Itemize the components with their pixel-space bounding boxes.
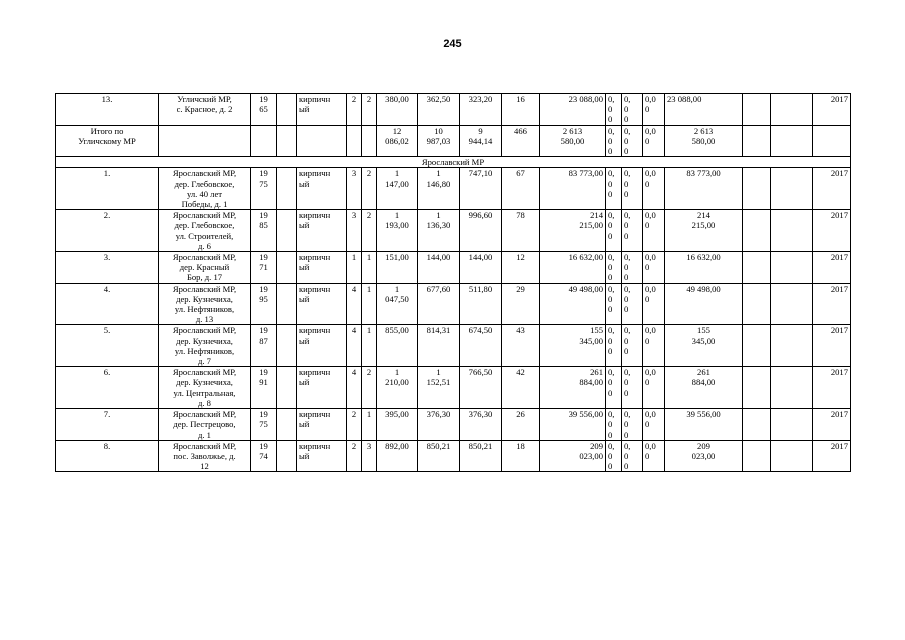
- entrances-cell: 1: [362, 325, 377, 367]
- empty-cell: [771, 440, 813, 472]
- empty-cell: [771, 168, 813, 210]
- empty-cell: [743, 325, 771, 367]
- table-row: [56, 440, 851, 472]
- year-built-cell: 19 74: [251, 440, 277, 472]
- wall-material-cell: кирпичн ый: [297, 94, 347, 126]
- residents-cell: 466: [502, 125, 540, 157]
- year-built-cell: 19 91: [251, 367, 277, 409]
- private-area-cell: 766,50: [460, 367, 502, 409]
- total-area-cell: 855,00: [377, 325, 418, 367]
- residents-cell: 78: [502, 210, 540, 252]
- entrances-cell: 2: [362, 168, 377, 210]
- empty-cell: [771, 210, 813, 252]
- entrances-cell: 2: [362, 210, 377, 252]
- table-body: [56, 94, 851, 472]
- private-area-cell: 323,20: [460, 94, 502, 126]
- row-number: 4.: [56, 283, 159, 325]
- residents-cell: 42: [502, 367, 540, 409]
- value-cell-2: 0, 0 0: [622, 283, 643, 325]
- empty-cell: [251, 125, 277, 157]
- year-built-cell: 19 95: [251, 283, 277, 325]
- row-number: 5.: [56, 325, 159, 367]
- address-cell: Ярославский МР, дер. Кузнечиха, ул. Нефтяников, д. 13: [159, 283, 251, 325]
- wall-material-cell: кирпичн ый: [297, 325, 347, 367]
- address-cell: Угличский МР, с. Красное, д. 2: [159, 94, 251, 126]
- value-cell-3: 0,0 0: [643, 252, 665, 284]
- wall-material-cell: кирпичн ый: [297, 440, 347, 472]
- value-cell-3: 0,0 0: [643, 94, 665, 126]
- year-built-cell: 19 75: [251, 409, 277, 441]
- living-area-cell: 376,30: [418, 409, 460, 441]
- floors-cell: 2: [347, 409, 362, 441]
- cost-owners-cell: 261 884,00: [665, 367, 743, 409]
- floors-cell: 4: [347, 283, 362, 325]
- address-cell: Ярославский МР, пос. Заволжье, д. 12: [159, 440, 251, 472]
- private-area-cell: 996,60: [460, 210, 502, 252]
- empty-cell: [277, 409, 297, 441]
- wall-material-cell: кирпичн ый: [297, 367, 347, 409]
- table-row: [56, 409, 851, 441]
- completion-year-cell: 2017: [813, 168, 851, 210]
- year-built-cell: 19 87: [251, 325, 277, 367]
- private-area-cell: 376,30: [460, 409, 502, 441]
- completion-year-cell: 2017: [813, 94, 851, 126]
- value-cell-2: 0, 0 0: [622, 168, 643, 210]
- cost-owners-cell: 16 632,00: [665, 252, 743, 284]
- empty-cell: [362, 125, 377, 157]
- empty-cell: [743, 367, 771, 409]
- floors-cell: 3: [347, 168, 362, 210]
- value-cell-3: 0,0 0: [643, 409, 665, 441]
- total-area-cell: 1 047,50: [377, 283, 418, 325]
- row-number: 6.: [56, 367, 159, 409]
- value-cell-1: 0, 0 0: [606, 325, 622, 367]
- value-cell-1: 0, 0 0: [606, 168, 622, 210]
- cost-owners-cell: 2 613 580,00: [665, 125, 743, 157]
- table-row: [56, 168, 851, 210]
- section-title: Ярославский МР: [56, 157, 851, 168]
- value-cell-3: 0,0 0: [643, 440, 665, 472]
- wall-material-cell: кирпичн ый: [297, 168, 347, 210]
- section-header-row: [56, 157, 851, 168]
- private-area-cell: 511,80: [460, 283, 502, 325]
- floors-cell: 4: [347, 325, 362, 367]
- private-area-cell: 674,50: [460, 325, 502, 367]
- living-area-cell: 677,60: [418, 283, 460, 325]
- total-label: Итого по Угличскому МР: [56, 125, 159, 157]
- living-area-cell: 850,21: [418, 440, 460, 472]
- value-cell-2: 0, 0 0: [622, 409, 643, 441]
- floors-cell: 3: [347, 210, 362, 252]
- value-cell-3: 0,0 0: [643, 210, 665, 252]
- value-cell-3: 0,0 0: [643, 325, 665, 367]
- living-area-cell: 1 146,80: [418, 168, 460, 210]
- cost-total-cell: 2 613 580,00: [540, 125, 606, 157]
- address-cell: Ярославский МР, дер. Красный Бор, д. 17: [159, 252, 251, 284]
- row-number: 1.: [56, 168, 159, 210]
- cost-total-cell: 39 556,00: [540, 409, 606, 441]
- row-number: 2.: [56, 210, 159, 252]
- value-cell-1: 0, 0 0: [606, 94, 622, 126]
- year-built-cell: 19 75: [251, 168, 277, 210]
- entrances-cell: 1: [362, 283, 377, 325]
- empty-cell: [743, 210, 771, 252]
- table-row: [56, 367, 851, 409]
- address-cell: Ярославский МР, дер. Пестрецово, д. 1: [159, 409, 251, 441]
- empty-cell: [277, 440, 297, 472]
- value-cell-2: 0, 0 0: [622, 210, 643, 252]
- empty-cell: [771, 283, 813, 325]
- empty-cell: [771, 367, 813, 409]
- empty-cell: [277, 325, 297, 367]
- year-built-cell: 19 65: [251, 94, 277, 126]
- total-area-cell: 1 147,00: [377, 168, 418, 210]
- empty-cell: [277, 367, 297, 409]
- total-area-cell: 12 086,02: [377, 125, 418, 157]
- cost-total-cell: 214 215,00: [540, 210, 606, 252]
- row-number: 8.: [56, 440, 159, 472]
- wall-material-cell: кирпичн ый: [297, 409, 347, 441]
- living-area-cell: 1 136,30: [418, 210, 460, 252]
- table-row: [56, 252, 851, 284]
- total-row: [56, 125, 851, 157]
- residents-cell: 16: [502, 94, 540, 126]
- address-cell: Ярославский МР, дер. Глебовское, ул. 40 лет Победы, д. 1: [159, 168, 251, 210]
- completion-year-cell: 2017: [813, 210, 851, 252]
- empty-cell: [297, 125, 347, 157]
- private-area-cell: 747,10: [460, 168, 502, 210]
- empty-cell: [277, 94, 297, 126]
- year-built-cell: 19 71: [251, 252, 277, 284]
- completion-year-cell: 2017: [813, 367, 851, 409]
- empty-cell: [743, 283, 771, 325]
- completion-year-cell: 2017: [813, 252, 851, 284]
- value-cell-1: 0, 0 0: [606, 367, 622, 409]
- empty-cell: [771, 252, 813, 284]
- cost-total-cell: 23 088,00: [540, 94, 606, 126]
- empty-cell: [743, 440, 771, 472]
- value-cell-3: 0,0 0: [643, 367, 665, 409]
- residents-cell: 43: [502, 325, 540, 367]
- cost-owners-cell: 49 498,00: [665, 283, 743, 325]
- living-area-cell: 10 987,03: [418, 125, 460, 157]
- page-number: 245: [443, 38, 462, 50]
- address-cell: Ярославский МР, дер. Глебовское, ул. Строителей, д. 6: [159, 210, 251, 252]
- cost-owners-cell: 23 088,00: [665, 94, 743, 126]
- empty-cell: [771, 94, 813, 126]
- total-area-cell: 1 210,00: [377, 367, 418, 409]
- total-area-cell: 395,00: [377, 409, 418, 441]
- value-cell-1: 0, 0 0: [606, 283, 622, 325]
- empty-cell: [347, 125, 362, 157]
- cost-total-cell: 209 023,00: [540, 440, 606, 472]
- total-area-cell: 151,00: [377, 252, 418, 284]
- residents-cell: 26: [502, 409, 540, 441]
- cost-total-cell: 83 773,00: [540, 168, 606, 210]
- value-cell-2: 0, 0 0: [622, 94, 643, 126]
- total-area-cell: 892,00: [377, 440, 418, 472]
- floors-cell: 2: [347, 94, 362, 126]
- cost-owners-cell: 214 215,00: [665, 210, 743, 252]
- residents-cell: 29: [502, 283, 540, 325]
- living-area-cell: 144,00: [418, 252, 460, 284]
- empty-cell: [277, 125, 297, 157]
- total-area-cell: 380,00: [377, 94, 418, 126]
- empty-cell: [743, 409, 771, 441]
- floors-cell: 1: [347, 252, 362, 284]
- value-cell-1: 0, 0 0: [606, 125, 622, 157]
- private-area-cell: 850,21: [460, 440, 502, 472]
- entrances-cell: 3: [362, 440, 377, 472]
- table-row: [56, 325, 851, 367]
- residents-cell: 18: [502, 440, 540, 472]
- table-row: [56, 210, 851, 252]
- empty-cell: [743, 168, 771, 210]
- value-cell-2: 0, 0 0: [622, 125, 643, 157]
- empty-cell: [277, 168, 297, 210]
- floors-cell: 4: [347, 367, 362, 409]
- wall-material-cell: кирпичн ый: [297, 210, 347, 252]
- empty-cell: [743, 94, 771, 126]
- completion-year-cell: 2017: [813, 440, 851, 472]
- living-area-cell: 814,31: [418, 325, 460, 367]
- residents-cell: 12: [502, 252, 540, 284]
- cost-owners-cell: 209 023,00: [665, 440, 743, 472]
- empty-cell: [771, 325, 813, 367]
- value-cell-1: 0, 0 0: [606, 252, 622, 284]
- completion-year-cell: 2017: [813, 325, 851, 367]
- cost-owners-cell: 39 556,00: [665, 409, 743, 441]
- address-cell: Ярославский МР, дер. Кузнечиха, ул. Нефтяников, д. 7: [159, 325, 251, 367]
- value-cell-1: 0, 0 0: [606, 409, 622, 441]
- table-row: [56, 94, 851, 126]
- cost-owners-cell: 83 773,00: [665, 168, 743, 210]
- empty-cell: [743, 252, 771, 284]
- value-cell-2: 0, 0 0: [622, 325, 643, 367]
- table-row: [56, 283, 851, 325]
- residents-cell: 67: [502, 168, 540, 210]
- cost-owners-cell: 155 345,00: [665, 325, 743, 367]
- empty-cell: [277, 210, 297, 252]
- total-area-cell: 1 193,00: [377, 210, 418, 252]
- value-cell-3: 0,0 0: [643, 125, 665, 157]
- wall-material-cell: кирпичн ый: [297, 252, 347, 284]
- value-cell-3: 0,0 0: [643, 283, 665, 325]
- row-number: 3.: [56, 252, 159, 284]
- living-area-cell: 362,50: [418, 94, 460, 126]
- cost-total-cell: 261 884,00: [540, 367, 606, 409]
- empty-cell: [277, 283, 297, 325]
- private-area-cell: 144,00: [460, 252, 502, 284]
- value-cell-2: 0, 0 0: [622, 252, 643, 284]
- value-cell-3: 0,0 0: [643, 168, 665, 210]
- value-cell-2: 0, 0 0: [622, 367, 643, 409]
- cost-total-cell: 155 345,00: [540, 325, 606, 367]
- row-number: 13.: [56, 94, 159, 126]
- empty-cell: [159, 125, 251, 157]
- entrances-cell: 2: [362, 367, 377, 409]
- empty-cell: [813, 125, 851, 157]
- entrances-cell: 2: [362, 94, 377, 126]
- living-area-cell: 1 152,51: [418, 367, 460, 409]
- value-cell-2: 0, 0 0: [622, 440, 643, 472]
- completion-year-cell: 2017: [813, 409, 851, 441]
- cost-total-cell: 16 632,00: [540, 252, 606, 284]
- row-number: 7.: [56, 409, 159, 441]
- value-cell-1: 0, 0 0: [606, 210, 622, 252]
- year-built-cell: 19 85: [251, 210, 277, 252]
- empty-cell: [277, 252, 297, 284]
- entrances-cell: 1: [362, 409, 377, 441]
- completion-year-cell: 2017: [813, 283, 851, 325]
- address-cell: Ярославский МР, дер. Кузнечиха, ул. Центральная, д. 8: [159, 367, 251, 409]
- housing-register-table: [55, 93, 851, 472]
- floors-cell: 2: [347, 440, 362, 472]
- private-area-cell: 9 944,14: [460, 125, 502, 157]
- entrances-cell: 1: [362, 252, 377, 284]
- empty-cell: [771, 409, 813, 441]
- wall-material-cell: кирпичн ый: [297, 283, 347, 325]
- empty-cell: [771, 125, 813, 157]
- value-cell-1: 0, 0 0: [606, 440, 622, 472]
- cost-total-cell: 49 498,00: [540, 283, 606, 325]
- empty-cell: [743, 125, 771, 157]
